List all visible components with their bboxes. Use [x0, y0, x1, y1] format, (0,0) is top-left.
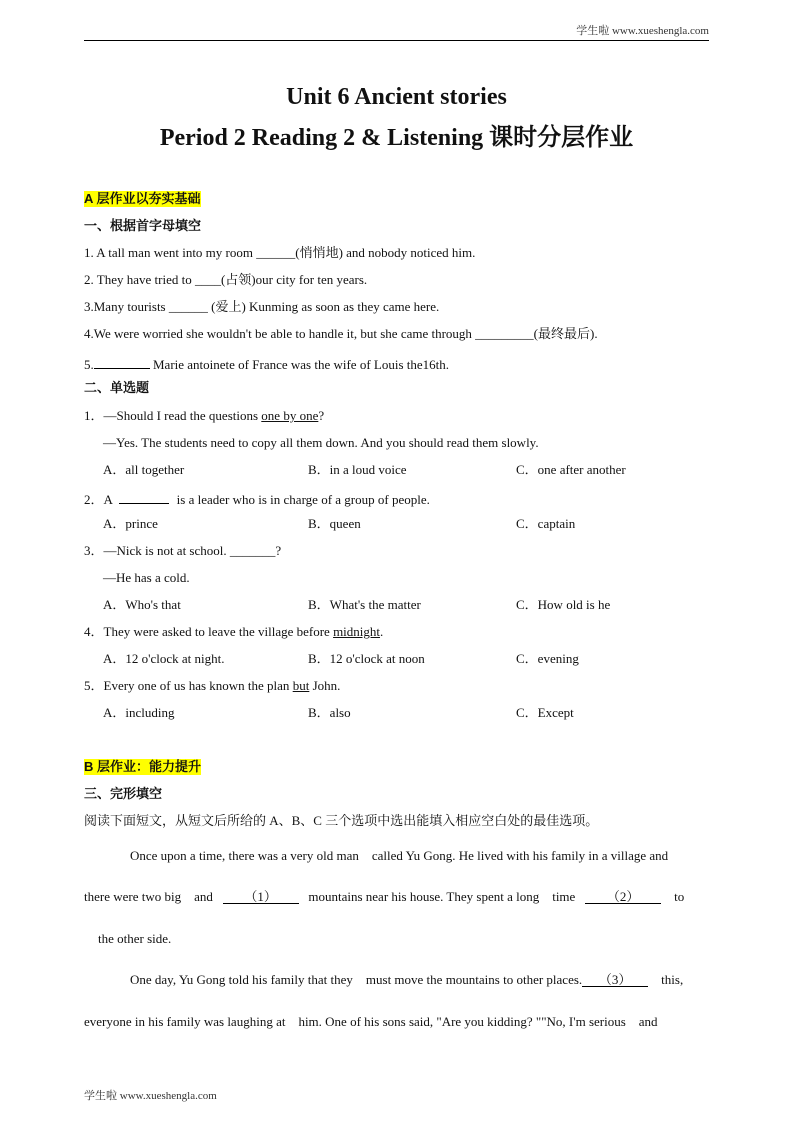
cloze-instruction: 阅读下面短文，从短文后所给的 A、B、C 三个选项中选出能填入相应空白处的最佳选项。	[84, 813, 599, 828]
option-b[interactable]: B．12 o'clock at noon	[308, 651, 425, 666]
text: ?	[318, 408, 325, 423]
text: to	[674, 889, 685, 904]
cloze-para-line	[130, 972, 683, 988]
option-b[interactable]: B．What's the matter	[308, 597, 421, 612]
option-c[interactable]: C．How old is he	[516, 597, 611, 612]
text: .	[380, 624, 384, 639]
text: there were two big and	[84, 889, 213, 904]
part1-heading: 一、根据首字母填空	[84, 218, 202, 233]
fill-item	[84, 354, 449, 373]
option-a[interactable]: A．12 o'clock at night.	[103, 651, 225, 666]
option-c[interactable]: C．evening	[516, 651, 579, 666]
section-b-label: B 层作业：能力提升	[84, 759, 202, 774]
text: 1．—Should I read the questions	[84, 408, 262, 423]
fill-item: 3.Many tourists ______ (爱上) Kunming as soon as they came here.	[84, 299, 440, 314]
text: this,	[661, 972, 684, 987]
title-line2: Period 2 Reading 2 & Listening 课时分层作业	[159, 125, 634, 151]
option-a[interactable]: A．prince	[103, 516, 158, 531]
underlined-phrase: but	[292, 678, 310, 693]
option-b[interactable]: B．also	[308, 705, 351, 720]
text: John.	[309, 678, 341, 693]
answer-blank	[119, 489, 169, 504]
cloze-para-line	[84, 889, 684, 905]
item-text: Marie antoinete of France was the wife of Louis the16th.	[149, 357, 450, 372]
text: 3．—Nick is not at school. _______?	[84, 543, 282, 558]
question-reply: —Yes. The students need to copy all them down. And you should read them slowly.	[103, 435, 539, 450]
text: 5．Every one of us has known the plan	[84, 678, 293, 693]
answer-blank	[94, 354, 150, 369]
text: 4．They were asked to leave the village before	[84, 624, 334, 639]
item-number: 5.	[84, 357, 94, 372]
question-stem	[84, 489, 430, 508]
option-b[interactable]: B．in a loud voice	[308, 462, 407, 477]
part3-heading: 三、完形填空	[84, 786, 163, 801]
option-c[interactable]: C．Except	[516, 705, 574, 720]
question-reply: —He has a cold.	[103, 570, 190, 585]
text: One day, Yu Gong told his family that they must move the mountains to other places.	[130, 972, 583, 987]
cloze-para-line: the other side.	[98, 931, 172, 946]
cloze-para-line: everyone in his family was laughing at him. One of his sons said, "Are you kidding? ""No, I'm serious and	[84, 1014, 658, 1029]
option-b[interactable]: B．queen	[308, 516, 361, 531]
option-a[interactable]: A．all together	[103, 462, 185, 477]
footer-site: 学生啦 www.xueshengla.com	[84, 1090, 217, 1102]
text: is a leader who is in charge of a group of people.	[173, 492, 430, 507]
fill-item: 4.We were worried she wouldn't be able to handle it, but she came through _________(最终最后).	[84, 326, 598, 341]
question-stem	[84, 624, 383, 640]
text: mountains near his house. They spent a long time	[308, 889, 576, 904]
title-line1: Unit 6 Ancient stories	[286, 84, 507, 110]
underlined-phrase: midnight	[333, 624, 381, 639]
question-stem	[84, 543, 281, 559]
question-stem	[84, 408, 324, 424]
option-a[interactable]: A．Who's that	[103, 597, 181, 612]
cloze-para-line: Once upon a time, there was a very old man called Yu Gong. He lived with his family in a village and	[130, 848, 669, 863]
underlined-phrase: one by one	[261, 408, 319, 423]
cloze-blank-1: （1）	[223, 889, 299, 904]
fill-item: 1. A tall man went into my room ______(悄悄地) and nobody noticed him.	[84, 245, 476, 260]
option-c[interactable]: C．one after another	[516, 462, 626, 477]
cloze-blank-2: （2）	[585, 889, 661, 904]
cloze-blank-3: （3）	[582, 972, 648, 987]
option-c[interactable]: C．captain	[516, 516, 576, 531]
question-stem	[84, 678, 340, 694]
text: 2．A	[84, 492, 116, 507]
fill-item: 2. They have tried to ____(占领)our city for ten years.	[84, 272, 368, 287]
header-site: 学生啦 www.xueshengla.com	[576, 25, 709, 37]
part2-heading: 二、单选题	[84, 380, 150, 395]
option-a[interactable]: A．including	[103, 705, 175, 720]
header-rule	[84, 40, 709, 41]
section-a-label: A 层作业以夯实基础	[84, 191, 201, 206]
